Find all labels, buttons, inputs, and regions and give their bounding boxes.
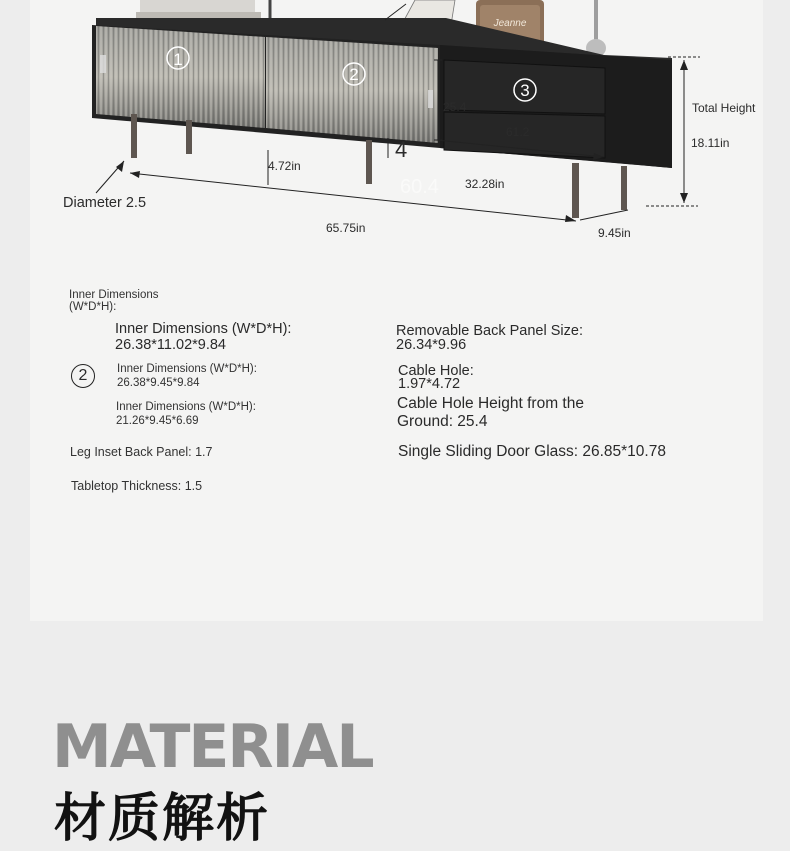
compartment-1-value: 26.38*11.02*9.84: [115, 337, 227, 353]
svg-text:2: 2: [349, 65, 359, 84]
leg-diameter-label: Diameter 2.5: [63, 195, 147, 211]
total-width-label: 65.75in: [326, 221, 366, 235]
cable-hole-height-line2: Ground: 25.4: [397, 413, 488, 430]
compartment-2-marker: 2: [71, 364, 95, 388]
decor-lamp: [586, 0, 606, 57]
compartment-1-label: Inner Dimensions (W*D*H):: [115, 321, 292, 337]
tv-cabinet-diagram: [0, 0, 790, 260]
depth-label: 9.45in: [598, 226, 631, 240]
compartment-2a-value: 26.38*9.45*9.84: [117, 377, 200, 389]
compartment-2b-label: Inner Dimensions (W*D*H):: [116, 401, 256, 413]
sliding-door-glass-spec: Single Sliding Door Glass: 26.85*10.78: [398, 443, 666, 460]
cable-hole-height-line1: Cable Hole Height from the: [397, 395, 584, 412]
total-height-label: Total Height: [692, 101, 756, 115]
drawer-width-label: 61.2: [506, 125, 530, 139]
cable-hole-label: Cable Hole:: [398, 363, 474, 379]
back-panel-label: Removable Back Panel Size:: [396, 323, 583, 339]
compartment-2b-value: 21.26*9.45*6.69: [116, 415, 199, 427]
cable-hole-value: 1.97*4.72: [398, 376, 461, 392]
material-title-cn: 材质解析: [54, 789, 271, 849]
leg-inset-number: 4: [395, 137, 408, 162]
compartment-2a-label: Inner Dimensions (W*D*H):: [117, 363, 257, 375]
ghost-dimension: 60.4: [400, 176, 439, 198]
total-height-value: 18.11in: [691, 136, 730, 150]
back-panel-value: 26.34*9.96: [396, 337, 467, 353]
tabletop-thickness-spec: Tabletop Thickness: 1.5: [71, 479, 203, 493]
svg-text:3: 3: [520, 81, 530, 100]
glass-height-label: 25.4: [443, 100, 467, 114]
radio-brand: Jeanne: [493, 18, 527, 29]
leg-height-label: 4.72in: [268, 159, 301, 173]
drawer-section-width-label: 32.28in: [465, 177, 505, 191]
svg-text:1: 1: [173, 50, 183, 69]
material-title-en: MATERIAL: [52, 712, 373, 782]
specs-header: Inner Dimensions (W*D*H):: [69, 289, 159, 313]
leg-inset-spec: Leg Inset Back Panel: 1.7: [70, 445, 213, 459]
